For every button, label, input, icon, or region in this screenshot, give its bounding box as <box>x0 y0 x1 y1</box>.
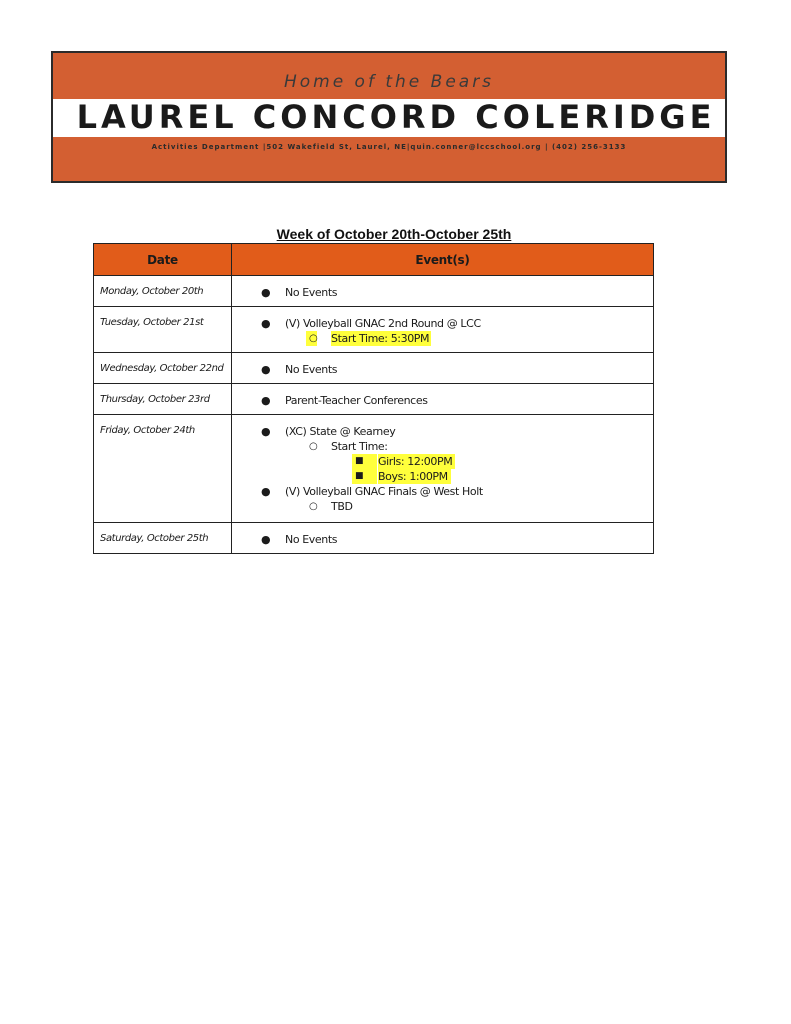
event-text: TBD <box>331 500 353 513</box>
date-cell: Friday, October 24th <box>94 415 232 523</box>
tagline: Home of the Bears <box>283 72 495 92</box>
list-item <box>232 439 653 454</box>
table-row <box>94 353 654 384</box>
list-item <box>232 316 653 331</box>
events-cell <box>232 307 654 353</box>
circle-bullet-icon: ○ <box>306 331 317 346</box>
list-item <box>232 424 653 439</box>
event-text: No Events <box>285 286 338 299</box>
contact-line: Activities Department |502 Wakefield St, Laurel, NE|quin.conner@lccschool.org | (402) 256-3133 <box>151 143 627 151</box>
event-text: Parent-Teacher Conferences <box>285 394 428 407</box>
event-text: (XC) State @ Kearney <box>285 425 396 438</box>
event-text: (V) Volleyball GNAC Finals @ West Holt <box>285 485 483 498</box>
schedule-table <box>93 243 654 554</box>
banner-top-band <box>53 53 725 99</box>
events-cell <box>232 415 654 523</box>
date-cell: Thursday, October 23rd <box>94 384 232 415</box>
date-cell: Tuesday, October 21st <box>94 307 232 353</box>
event-text: (V) Volleyball GNAC 2nd Round @ LCC <box>285 317 481 330</box>
event-text-highlighted: Girls: 12:00PM <box>378 454 455 469</box>
square-bullet-icon: ■ <box>352 469 377 484</box>
bullet-icon: ● <box>261 533 271 546</box>
bullet-icon: ● <box>261 394 271 407</box>
circle-bullet-icon: ○ <box>309 501 318 512</box>
list-item <box>232 454 653 469</box>
square-bullet-icon: ■ <box>352 454 377 469</box>
circle-bullet-icon: ○ <box>309 441 318 452</box>
bullet-icon: ● <box>261 363 271 376</box>
date-cell: Wednesday, October 22nd <box>94 353 232 384</box>
event-text: No Events <box>285 363 338 376</box>
header-row <box>94 244 654 276</box>
bullet-icon: ● <box>261 317 271 330</box>
bullet-icon: ● <box>261 485 271 498</box>
table-row <box>94 523 654 554</box>
event-text: No Events <box>285 533 338 546</box>
events-cell <box>232 276 654 307</box>
header-events: Event(s) <box>232 244 654 276</box>
event-text-highlighted: Start Time: 5:30PM <box>331 332 430 345</box>
table-row <box>94 415 654 523</box>
bullet-icon: ● <box>261 425 271 438</box>
bullet-icon: ● <box>261 286 271 299</box>
list-item <box>232 532 653 547</box>
week-title: Week of October 20th-October 25th <box>276 226 512 242</box>
list-item <box>232 331 653 346</box>
event-text: Start Time: <box>331 440 388 453</box>
list-item <box>232 362 653 377</box>
list-item <box>232 484 653 499</box>
event-text-highlighted: Boys: 1:00PM <box>378 469 451 484</box>
table-row <box>94 307 654 353</box>
list-item <box>232 469 653 484</box>
date-cell: Saturday, October 25th <box>94 523 232 554</box>
date-cell: Monday, October 20th <box>94 276 232 307</box>
list-item <box>232 499 653 514</box>
events-cell <box>232 384 654 415</box>
list-item <box>232 285 653 300</box>
list-item <box>232 393 653 408</box>
school-name: LAUREL CONCORD COLERIDGE <box>76 98 716 136</box>
events-cell <box>232 523 654 554</box>
header-date: Date <box>94 244 232 276</box>
table-row <box>94 276 654 307</box>
events-cell <box>232 353 654 384</box>
table-row <box>94 384 654 415</box>
